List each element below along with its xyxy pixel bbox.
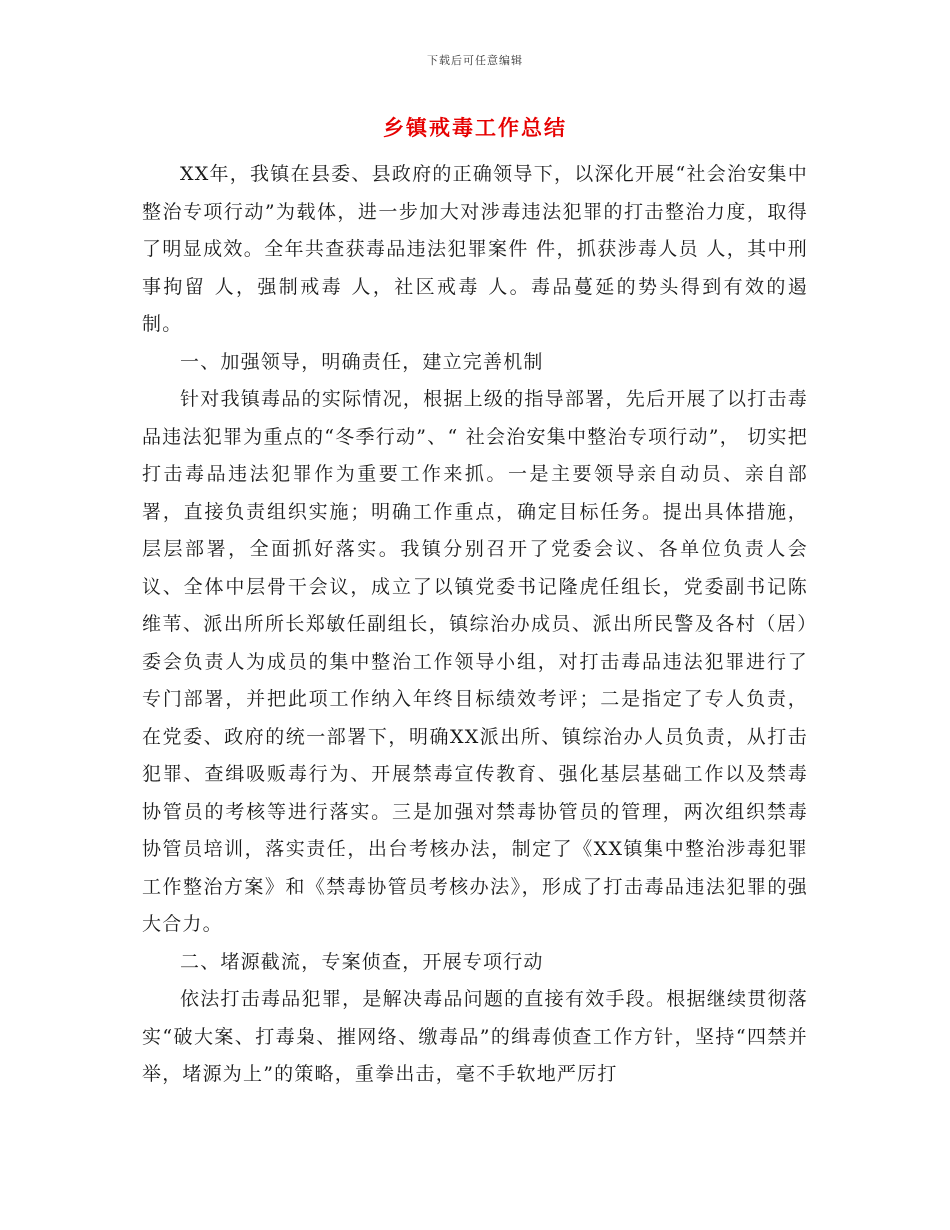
section-paragraph-2: 依法打击毒品犯罪，是解决毒品问题的直接有效手段。根据继续贯彻落实“破大案、打毒枭、摧网络、缴毒品”的缉毒侦查工作方针，坚持“四禁并举，堵源为上”的策略，重拳出击，毫不手软地严厉打 bbox=[142, 988, 808, 1085]
document-body bbox=[142, 156, 808, 1094]
section-heading-2: 二、堵源截流，专案侦查，开展专项行动 bbox=[180, 950, 544, 973]
document-title: 乡镇戒毒工作总结 bbox=[383, 115, 567, 140]
header-note: 下载后可任意编辑 bbox=[427, 54, 523, 67]
section-paragraph-1: 针对我镇毒品的实际情况，根据上级的指导部署，先后开展了以打击毒品违法犯罪为重点的“冬季行动”、“ 社会治安集中整治专项行动”， 切实把打击毒品违法犯罪作为重要工作来抓。一是主要领导亲自动员、亲自部署，直接负责组织实施；明确工作重点，确定目标任务。提出具体措施，层层部署，全面抓好落实。我镇分别召开了党委会议、各单位负责人会议、全体中层骨干会议，成立了以镇党委书记隆虎任组长，党委副书记陈维苇、派出所所长郑敏任副组长，镇综治办成员、派出所民警及各村（居）委会负责人为成员的集中整治工作领导小组，对打击毒品违法犯罪进行了专门部署，并把此项工作纳入年终目标绩效考评；二是指定了专人负责，在党委、政府的统一部署下，明确XX派出所、镇综治办人员负责，从打击犯罪、查缉吸贩毒行为、开展禁毒宣传教育、强化基层基础工作以及禁毒协管员的考核等进行落实。三是加强对禁毒协管员的管理，两次组织禁毒协管员培训，落实责任，出台考核办法，制定了《XX镇集中整治涉毒犯罪工作整治方案》和《禁毒协管员考核办法》，形成了打击毒品违法犯罪的强大合力。 bbox=[142, 388, 808, 935]
section-heading-1: 一、加强领导，明确责任，建立完善机制 bbox=[180, 350, 544, 373]
intro-paragraph: XX年，我镇在县委、县政府的正确领导下，以深化开展“社会治安集中整治专项行动”为载体，进一步加大对涉毒违法犯罪的打击整治力度，取得了明显成效。全年共查获毒品违法犯罪案件 件，抓获涉毒人员 人，其中刑事拘留 人，强制戒毒 人，社区戒毒 人。毒品蔓延的势头得到有效的遏制。 bbox=[142, 163, 808, 335]
